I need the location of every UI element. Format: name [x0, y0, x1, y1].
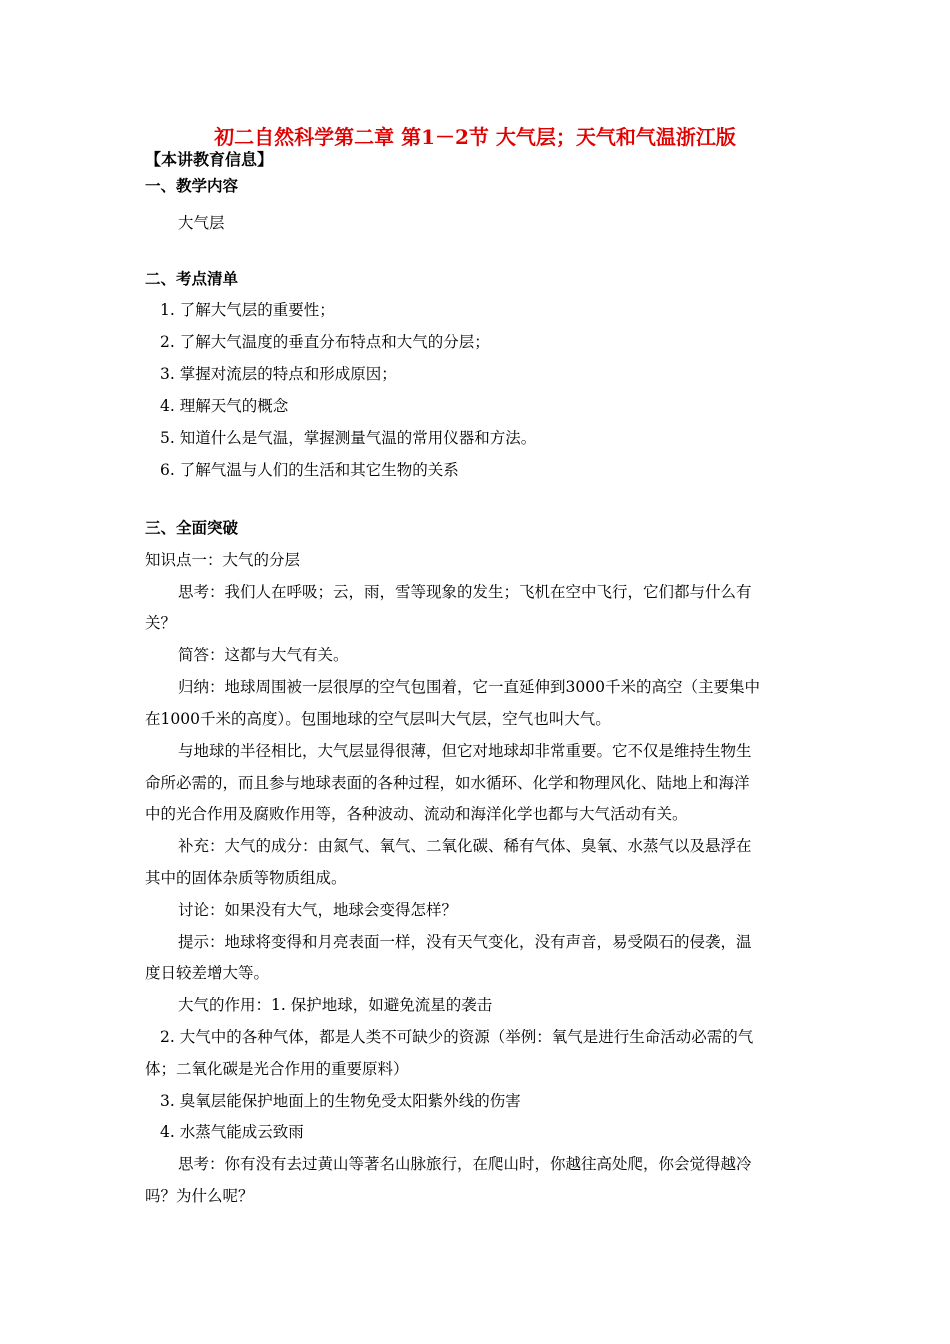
checklist-item: 4. 理解天气的概念: [160, 397, 289, 415]
section-heading-checklist: 二、考点清单: [145, 269, 239, 288]
section-heading-breakthrough: 三、全面突破: [145, 518, 239, 537]
checklist-item: 5. 知道什么是气温，掌握测量气温的常用仪器和方法。: [160, 429, 537, 447]
paragraph-line: 吗？为什么呢？: [145, 1187, 254, 1205]
paragraph-line: 关？: [145, 614, 177, 632]
paragraph-line: 度日较差增大等。: [145, 964, 270, 982]
paragraph-line: 在1000千米的高度）。包围地球的空气层叫大气层，空气也叫大气。: [145, 710, 611, 728]
paragraph-line: 其中的固体杂质等物质组成。: [145, 869, 347, 887]
paragraph-line: 简答：这都与大气有关。: [178, 646, 349, 664]
paragraph-line: 归纳：地球周围被一层很厚的空气包围着，它一直延伸到3000千米的高空（主要集中: [178, 678, 760, 696]
checklist-item: 6. 了解气温与人们的生活和其它生物的关系: [160, 461, 459, 479]
checklist-item: 3. 掌握对流层的特点和形成原因；: [160, 365, 397, 383]
paragraph-line: 与地球的半径相比，大气层显得很薄，但它对地球却非常重要。它不仅是维持生物生: [178, 742, 752, 760]
paragraph-line: 补充：大气的成分：由氮气、氧气、二氧化碳、稀有气体、臭氧、水蒸气以及悬浮在: [178, 837, 752, 855]
paragraph-line: 4. 水蒸气能成云致雨: [160, 1123, 304, 1141]
info-header: 【本讲教育信息】: [145, 150, 274, 169]
paragraph-line: 思考：你有没有去过黄山等著名山脉旅行，在爬山时，你越往高处爬，你会觉得越冷: [178, 1155, 752, 1173]
paragraph-line: 2. 大气中的各种气体，都是人类不可缺少的资源（举例：氧气是进行生命活动必需的气: [160, 1028, 754, 1046]
checklist-item: 1. 了解大气层的重要性；: [160, 301, 335, 319]
paragraph-line: 大气的作用：1. 保护地球，如避免流星的袭击: [178, 996, 493, 1014]
section-heading-content: 一、教学内容: [145, 176, 239, 195]
paragraph-line: 3. 臭氧层能保护地面上的生物免受太阳紫外线的伤害: [160, 1092, 521, 1110]
paragraph-line: 中的光合作用及腐败作用等，各种波动、流动和海洋化学也都与大气活动有关。: [145, 805, 688, 823]
paragraph-line: 提示：地球将变得和月亮表面一样，没有天气变化，没有声音，易受陨石的侵袭，温: [178, 933, 752, 951]
paragraph-line: 体；二氧化碳是光合作用的重要原料）: [145, 1060, 409, 1078]
knowledge-point-heading: 知识点一：大气的分层: [145, 551, 301, 569]
paragraph-line: 讨论：如果没有大气，地球会变得怎样？: [178, 901, 458, 919]
section-content-text: 大气层: [178, 214, 225, 232]
document-title: 初二自然科学第二章 第1－2节 大气层；天气和气温浙江版: [214, 125, 736, 149]
checklist-item: 2. 了解大气温度的垂直分布特点和大气的分层；: [160, 333, 490, 351]
paragraph-line: 命所必需的，而且参与地球表面的各种过程，如水循环、化学和物理风化、陆地上和海洋: [145, 774, 750, 792]
paragraph-line: 思考：我们人在呼吸；云，雨，雪等现象的发生；飞机在空中飞行，它们都与什么有: [178, 583, 752, 601]
